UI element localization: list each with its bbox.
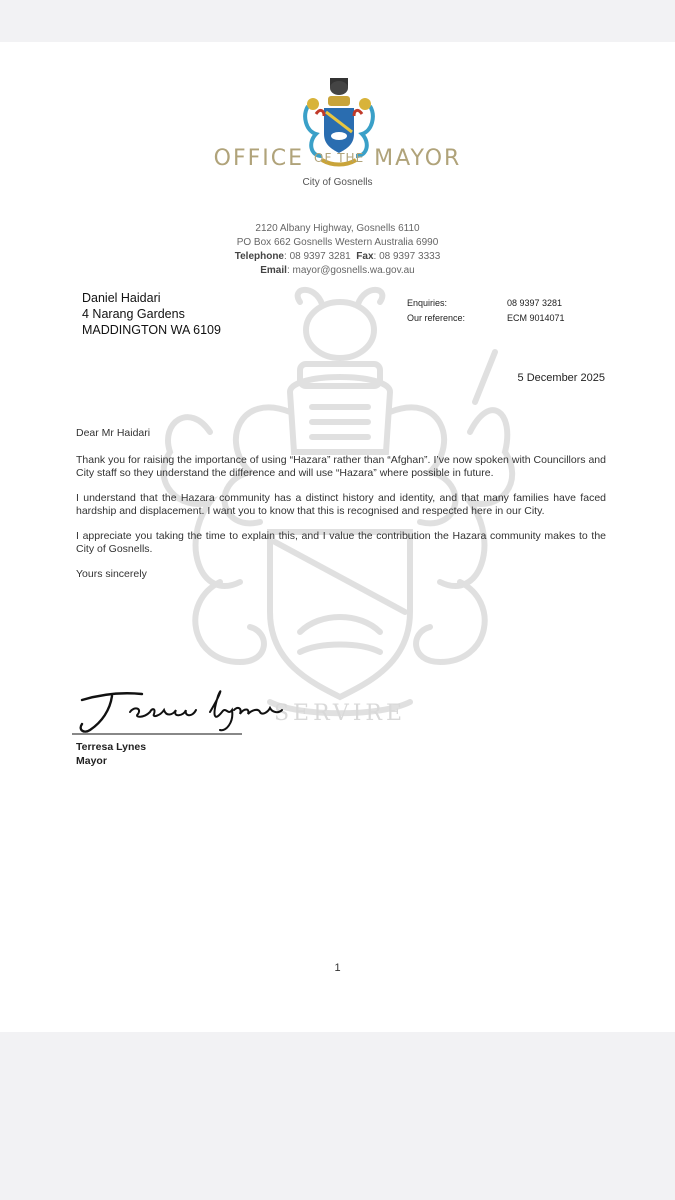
fax-label: Fax <box>356 251 374 262</box>
paragraph-2: I understand that the Hazara community has a distinct history and identity, and that many families have faced hardship and displacement. I want you to know that this is recognised and respected here in our City. <box>76 492 606 517</box>
handwritten-signature <box>72 682 287 736</box>
fax-value: 08 9397 3333 <box>379 251 441 262</box>
enquiries-value: 08 9397 3281 <box>507 298 563 308</box>
enquiries-label: Enquiries: <box>407 298 448 308</box>
paragraph-3: I appreciate you taking the time to explain this, and I value the contribution the Hazara community makes to the City of Gosnells. <box>76 530 606 555</box>
closing: Yours sincerely <box>76 568 147 580</box>
email-value: mayor@gosnells.wa.gov.au <box>292 265 415 276</box>
of-the-word: OF THE <box>314 151 365 165</box>
address-line-1: 2120 Albany Highway, Gosnells 6110 <box>255 223 420 234</box>
letterhead-contact-block <box>0 222 675 278</box>
telephone-value: 08 9397 3281 <box>289 251 351 262</box>
paragraph-1: Thank you for raising the importance of using “Hazara” rather than “Afghan”. I’ve now spoken with Councillors and City staff so they understand the difference and will use “Hazara” where possible in future. <box>76 454 606 479</box>
signatory-title: Mayor <box>76 755 107 767</box>
email-label: Email <box>260 265 287 276</box>
email-line: Email: mayor@gosnells.wa.gov.au <box>260 265 415 276</box>
office-of-the-mayor-heading <box>0 146 675 171</box>
mayor-word: MAYOR <box>374 146 462 171</box>
letter-date: 5 December 2025 <box>517 372 605 384</box>
our-reference-value: ECM 9014071 <box>507 313 565 323</box>
our-reference-label: Our reference: <box>407 313 466 323</box>
salutation: Dear Mr Haidari <box>76 427 151 439</box>
recipient-street: 4 Narang Gardens <box>82 307 185 321</box>
letter-page <box>0 42 675 1032</box>
phone-fax-line: Telephone: 08 9397 3281 Fax: 08 9397 3333 <box>234 251 441 262</box>
signatory-block <box>76 740 146 768</box>
recipient-name: Daniel Haidari <box>82 291 161 305</box>
recipient-suburb: MADDINGTON WA 6109 <box>82 323 221 337</box>
address-line-2: PO Box 662 Gosnells Western Australia 6990 <box>236 237 439 248</box>
letter-body <box>76 427 606 593</box>
office-word: OFFICE <box>213 146 305 171</box>
page-number: 1 <box>334 962 341 974</box>
signatory-name: Terresa Lynes <box>76 741 147 753</box>
telephone-label: Telephone <box>234 251 284 262</box>
reference-block <box>407 296 565 326</box>
motto-text: SERVIRE <box>273 701 407 722</box>
recipient-address <box>82 290 221 338</box>
city-name: City of Gosnells <box>302 177 373 188</box>
